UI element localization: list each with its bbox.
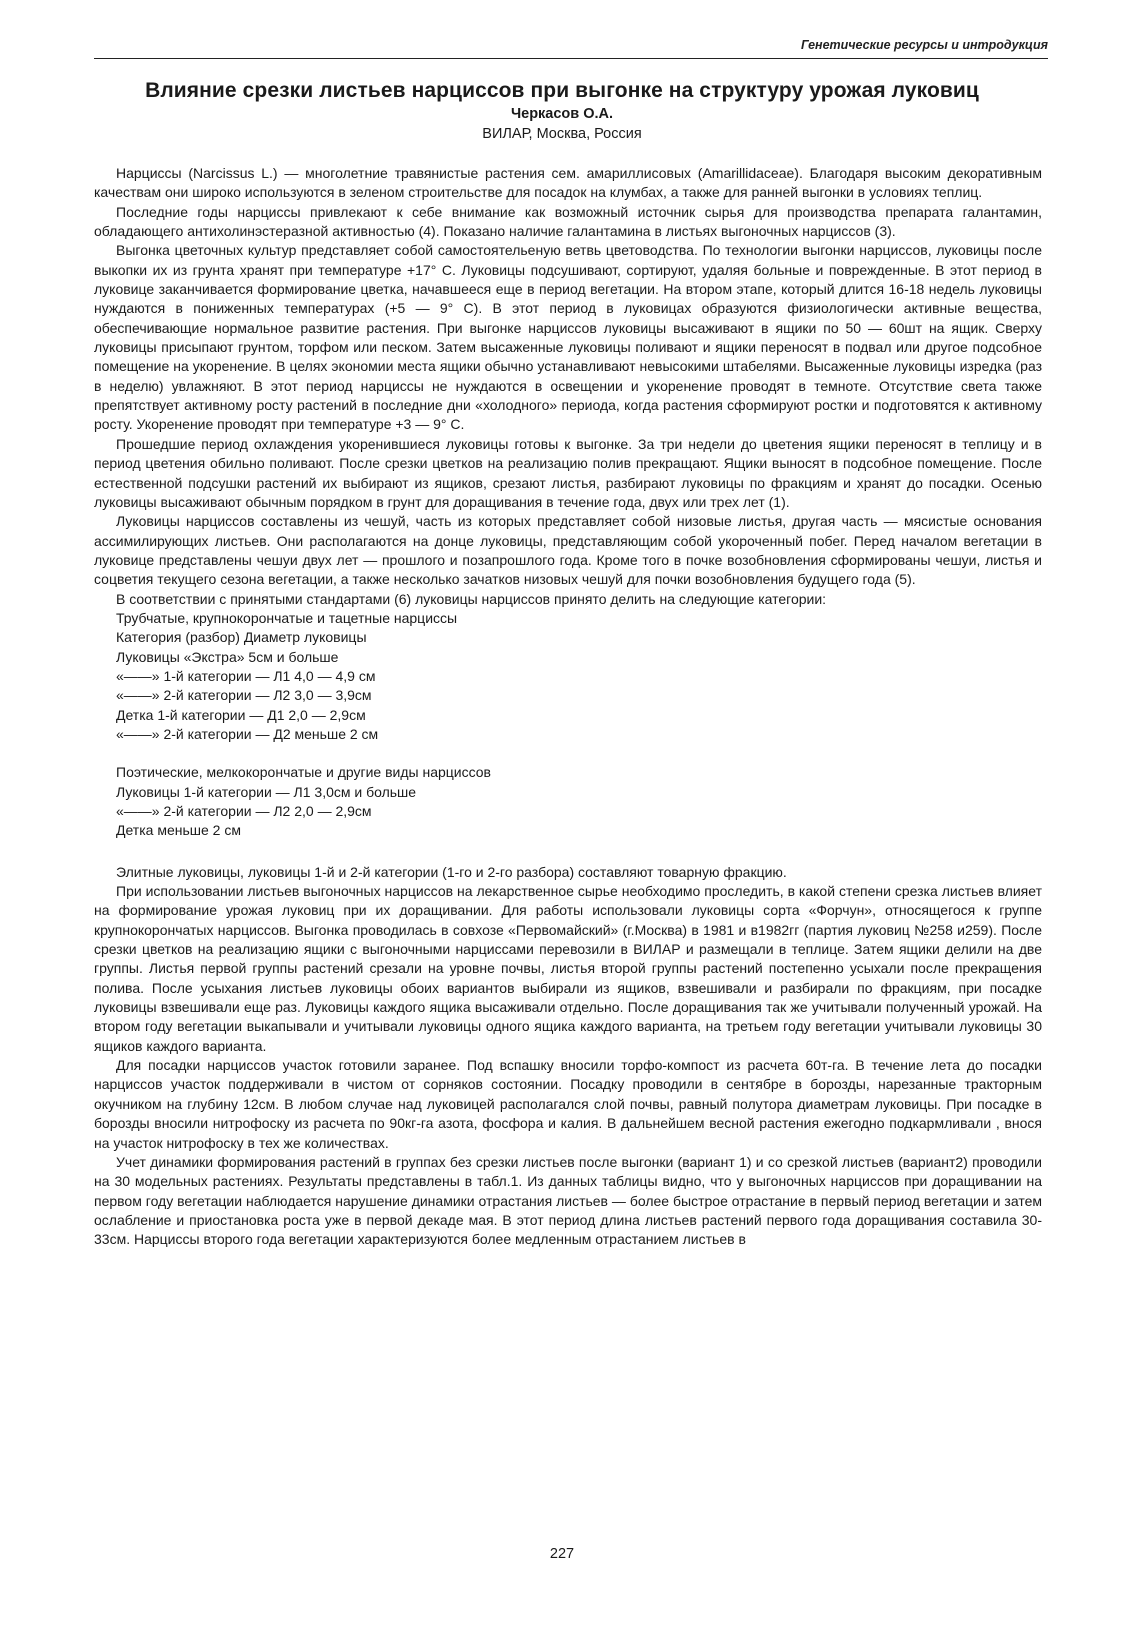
article-body [94,164,1042,1250]
paragraph: При использовании листьев выгоночных нарциссов на лекарственное сырье необходимо проследить, в какой степени срезка листьев влияет на формирование урожая луковиц при их доращивании. Для работы использовали луковицы сорта «Форчун», относящегося к группе крупнокорончатых нарциссов. Выгонка проводилась в совхозе «Первомайский» (г.Москва) в 1981 и в1982гг (партия луковиц №258 и259). После срезки цветков на реализацию ящики с выгоночными нарциссами перевозили в ВИЛАР и размещали в теплице. Затем ящики делили на две группы. Листья первой группы растений срезали на уровне почвы, листья второй группы растений постепенно усыхали после прекращения полива. После усыхания листьев луковицы обоих вариантов выбирали из ящиков, взвешивали и разбирали по фракциям, при посадке луковицы взвешивали еще раз. Луковицы каждого ящика высаживали отдельно. После доращивания так же учитывали полученный урожай. На втором году вегетации выкапывали и учитывали луковицы одного ящика каждого варианта, на третьем году вегетации учитывали луковицы 30 ящиков каждого варианта. [94,883,1042,1054]
running-head: Генетические ресурсы и интродукция [801,38,1048,52]
category-line: Поэтические, мелкокорончатые и другие виды нарциссов [116,764,491,781]
author: Черкасов О.А. [510,106,614,122]
paragraph: Прошедшие период охлаждения укоренившиеся луковицы готовы к выгонке. За три недели до цветения ящики переносят в теплицу и в период цветения обильно поливают. После срезки цветков на реализацию полив прекращают. Ящики выносят в подсобное помещение. После естественной подсушки растений их выбирают из ящиков, срезают листья, разбирают луковицы по фракциям и хранят до посадки. Осенью луковицы высаживают обычным порядком в грунт для доращивания в течение года, двух или трех лет (1). [94,435,1042,510]
category-line: Категория (разбор) Диаметр луковицы [116,629,367,646]
category-line: «——» 2-й категории — Л2 2,0 — 2,9см [116,803,372,819]
affiliation: ВИЛАР, Москва, Россия [482,126,642,142]
paragraph: Нарциссы (Narcissus L.) — многолетние травянистые растения сем. амариллисовых (Amarillidaceae). Благодаря высоким декоративным качествам они широко используются в зеленом строительстве для посадок на клумбах, а также для ранней выгонки в условиях теплиц. [94,165,1042,201]
paragraph: Для посадки нарциссов участок готовили заранее. Под вспашку вносили торфо-компост из расчета 60т-га. В течение лета до посадки нарциссов участок поддерживали в чистом от сорняков состоянии. Посадку проводили в сентябре в борозды, нарезанные тракторным окучником на глубину 12см. В любом случае над луковицей располагался слой почвы, равный полутора диаметрам луковицы. При посадке в борозды вносили нитрофоску из расчета по 90кг-га азота, фосфора и калия. В дальнейшем весной растения ежегодно подкармливали , внося на участок нитрофоску в тех же количествах. [94,1057,1042,1151]
paragraph: В соответствии с принятыми стандартами (6) луковицы нарциссов принято делить на следующие категории: [116,590,827,607]
category-list-group1 [94,609,1042,744]
paragraph: Луковицы нарциссов составлены из чешуй, часть из которых представляет собой низовые листья, другая часть — мясистые основания ассимилирующих листьев. Они располагаются на донце луковицы, представляющим собой укороченный побег. Перед началом вегетации в луковице представлены чешуи двух лет — прошлого и позапрошлого года. Кроме того в почке возобновления сформированы чешуи, листья и соцветия текущего сезона вегетации, а также несколько зачатков низовых чешуй для почки возобновления будущего года (5). [94,513,1042,588]
spacer [94,744,1042,763]
page-number: 227 [549,1546,575,1562]
category-line: Детка меньше 2 см [116,822,241,839]
paragraph: Выгонка цветочных культур представляет собой самостоятельеную ветвь цветоводства. По технологии выгонки нарциссов, луковицы после выкопки их из грунта хранят при температуре +17° С. Луковицы подсушивают, сортируют, удаляя больные и поврежденные. В этот период в луковице заканчивается формирование цветка, начавшееся еще в период вегетации. На втором этапе, который длится 16-18 недель луковицы нуждаются в пониженных температурах (+5 — 9° С). В этот период в луковицах образуются физиологически активные вещества, обеспечивающие нормальное развитие растения. При выгонке нарциссов луковицы высаживают в ящики по 50 — 60шт на ящик. Сверху луковицы присыпают грунтом, торфом или песком. Затем высаженные луковицы поливают и ящики переносят в подвал или другое подсобное помещение на укоренение. В целях экономии места ящики обычно устанавливают невысокими штабелями. Высаженные луковицы изредка (раз в неделю) увлажняют. В этот период нарциссы не нуждаются в освещении и укоренение проводят в темноте. Отсутствие света также препятствует активному росту растений в последние дни «холодного» периода, когда растения сформируют ростки и подготовятся к активному росту. Укоренение проводят при температуре +3 — 9° С. [94,242,1042,433]
category-line: «——» 2-й категории — Л2 3,0 — 3,9см [116,687,372,704]
article-title: Влияние срезки листьев нарциссов при выгонке на структуру урожая луковиц [145,79,979,102]
spacer [94,841,1042,863]
header-rule [94,58,1048,59]
paragraph: Последние годы нарциссы привлекают к себе внимание как возможный источник сырья для производства препарата галантамин, обладающего антихолинэстеразной активностью (4). Показано наличие галантамина в листьях выгоночных нарциссов (3). [94,203,1042,240]
category-line: Детка 1-й категории — Д1 2,0 — 2,9см [116,706,366,723]
category-line: Луковицы 1-й категории — Л1 3,0см и больше [116,783,417,800]
category-list-group2 [94,763,1042,840]
category-line: «——» 1-й категории — Л1 4,0 — 4,9 см [116,667,376,684]
category-line: Трубчатые, крупнокорончатые и тацетные нарциссы [116,609,458,626]
elite-fraction-line: Элитные луковицы, луковицы 1-й и 2-й категории (1-го и 2-го разбора) составляют товарную фракцию. [116,863,787,880]
category-line: Луковицы «Экстра» 5см и больше [116,648,339,665]
paragraph: Учет динамики формирования растений в группах без срезки листьев после выгонки (вариант 1) и со срезкой листьев (вариант2) проводили на 30 модельных растениях. Результаты представлены в табл.1. Из данных таблицы видно, что у выгоночных нарциссов при доращивании на первом году вегетации наблюдается нарушение динамики отрастания листьев — более быстрое отрастание в первый период вегетации и затем ослабление и приостановка роста уже в первой декаде мая. В этот период длина листьев растений первого года доращивания составила 30-33см. Нарциссы второго года вегетации характеризуются более медленным отрастанием листьев в [94,1153,1042,1248]
category-line: «——» 2-й категории — Д2 меньше 2 см [116,725,379,742]
